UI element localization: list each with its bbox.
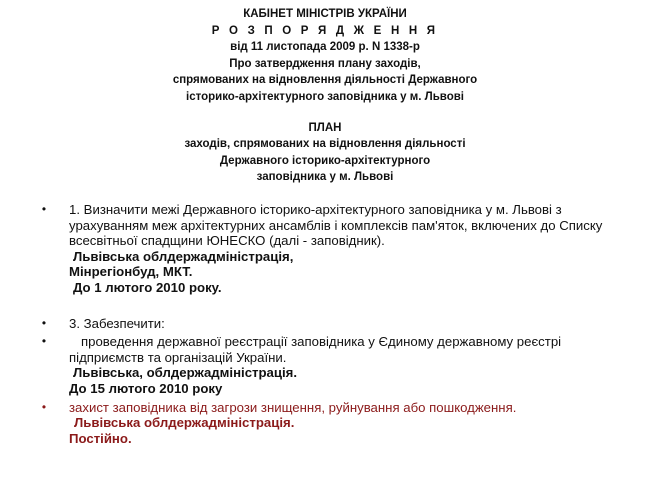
item-responsible: Львівська облдержадміністрація,	[73, 248, 294, 264]
list-item	[38, 400, 638, 447]
item-responsible-secondary: Мінрегіонбуд, МКТ.	[69, 264, 193, 280]
item-deadline: До 15 лютого 2010 року	[69, 380, 223, 396]
bullet-icon: •	[41, 334, 47, 349]
document-subject-line-3: історико-архітектурного заповідника у м. Львові	[186, 90, 464, 103]
item-text: захист заповідника від загрози знищення, руйнування або пошкодження.	[69, 399, 517, 415]
list-item	[38, 202, 638, 296]
plan-title: ПЛАН	[308, 121, 342, 134]
item-responsible: Львівська, облдержадміністрація.	[73, 365, 298, 381]
item-text: проведення державної реєстрації заповідника у Єдиному державному реєстрі підприємств та організацій України.	[69, 334, 562, 365]
document-subject-line-2: спрямованих на відновлення діяльності Державного	[172, 74, 478, 87]
plan-subtitle-line-3: заповідника у м. Львові	[256, 171, 394, 184]
plan-subtitle-line-2: Державного історико-архітектурного	[219, 154, 431, 167]
plan-subtitle-line-1: заходів, спрямованих на відновлення діяльності	[184, 138, 466, 151]
document-type: Р О З П О Р Я Д Ж Е Н Н Я	[211, 24, 439, 37]
plan-items-list	[38, 202, 638, 446]
item-responsible: Львівська облдержадміністрація.	[74, 415, 295, 431]
item-deadline: Постійно.	[69, 430, 132, 446]
bullet-icon: •	[41, 399, 47, 414]
item-deadline: До 1 лютого 2010 року.	[73, 279, 222, 295]
document-header	[0, 6, 650, 186]
item-text: 1. Визначити межі Державного історико-архітектурного заповідника у м. Львові з урахуванням меж архітектурних ансамблів і комплексів пам'яток, включених до Списку всесвітньої спадщини ЮНЕСКО (далі - заповідник).	[69, 202, 603, 249]
bullet-icon: •	[41, 202, 47, 216]
document-subject-line-1: Про затвердження плану заходів,	[229, 57, 421, 70]
issuer-title: КАБІНЕТ МІНІСТРІВ УКРАЇНИ	[243, 8, 407, 20]
list-item	[38, 334, 638, 396]
document-date-number: від 11 листопада 2009 р. N 1338-р	[230, 41, 420, 54]
bullet-icon: •	[41, 315, 47, 330]
list-item	[38, 316, 638, 332]
item-text: 3. Забезпечити:	[69, 315, 165, 331]
